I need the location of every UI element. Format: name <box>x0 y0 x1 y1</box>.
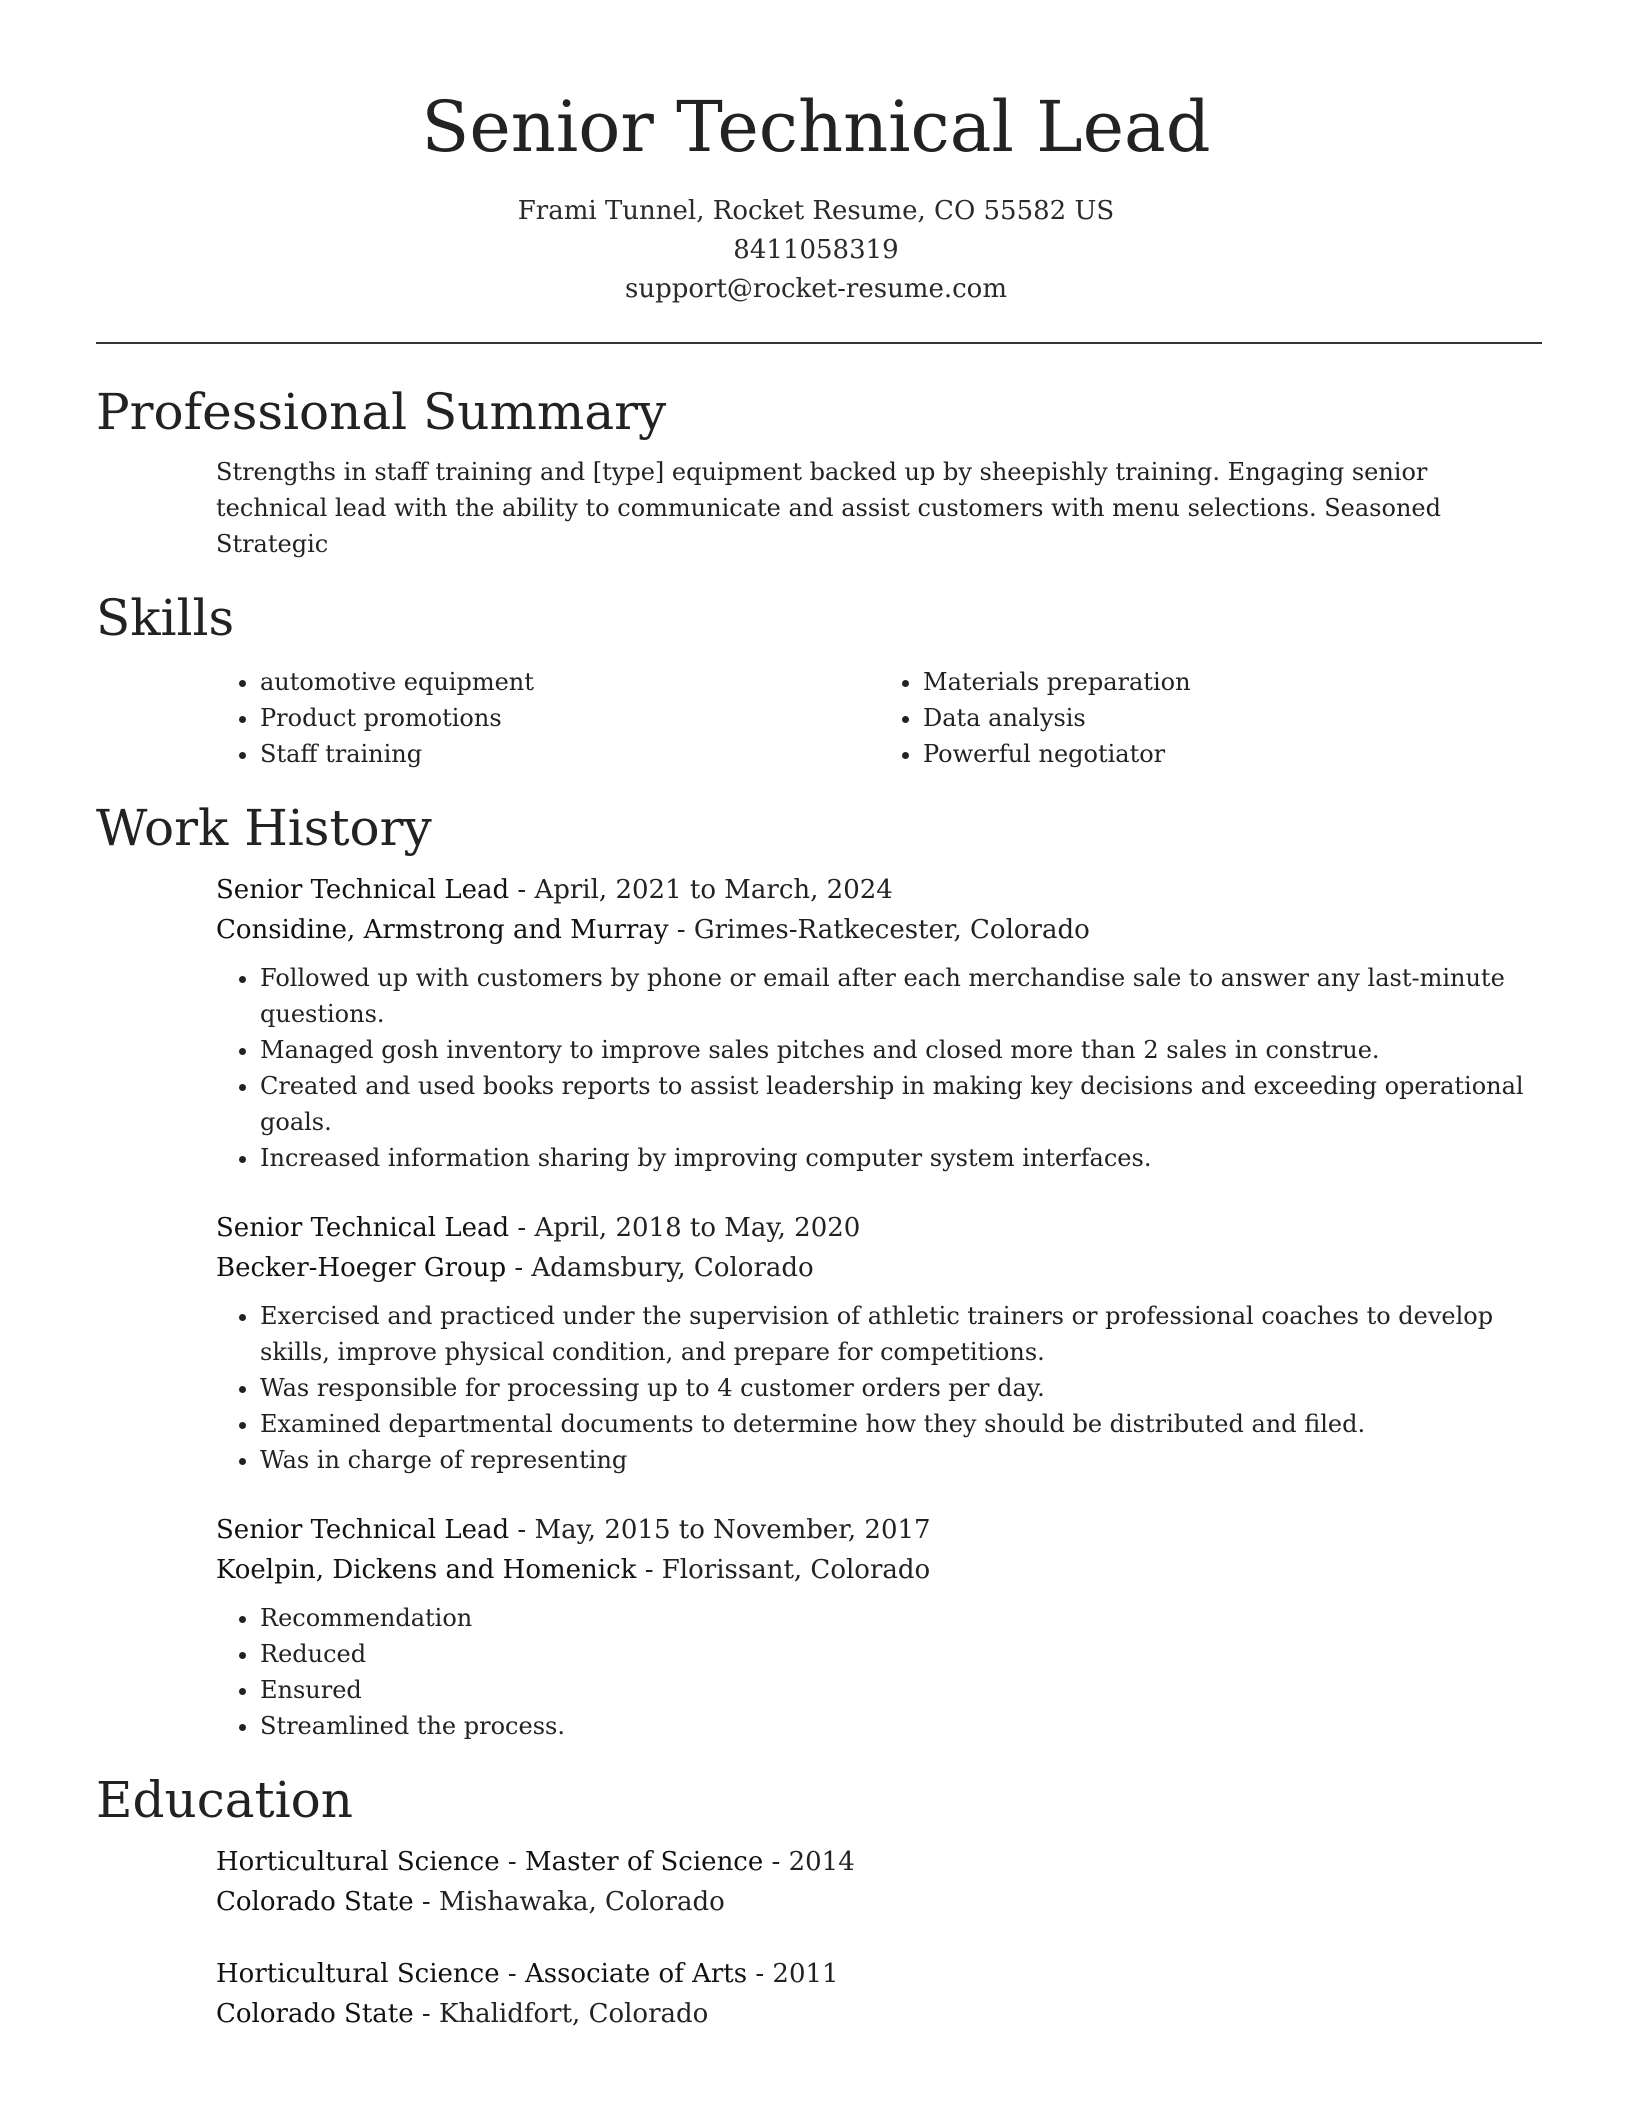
job-entry <box>216 1510 1542 1744</box>
education-year: 2014 <box>788 1847 855 1877</box>
job-title-line <box>216 1208 1542 1248</box>
education-entry <box>216 1842 1542 1922</box>
education-degree: Associate of Arts <box>524 1959 748 1989</box>
skills-list <box>216 664 1542 772</box>
separator: - <box>509 875 535 905</box>
job-bullet: • Exercised and practiced under the supervision of athletic trainers or professional coaches to develop skills, improve physical condition, and prepare for competitions. <box>260 1298 1542 1370</box>
contact-email: support@rocket-resume.com <box>624 274 1007 304</box>
separator: - <box>636 1555 662 1585</box>
job-entry <box>216 870 1542 1176</box>
resume-name: Senior Technical Lead <box>421 86 1211 168</box>
summary-section <box>96 380 1542 562</box>
header-divider <box>96 342 1542 344</box>
skill-item: • Product promotions <box>260 700 879 736</box>
job-location: Adamsbury, Colorado <box>531 1253 814 1283</box>
skills-column-left <box>216 664 879 772</box>
separator: - <box>509 1515 535 1545</box>
job-bullet: • Created and used books reports to assist leadership in making key decisions and exceeding operational goals. <box>260 1068 1542 1140</box>
separator: - <box>499 1959 525 1989</box>
education-entry <box>216 1954 1542 2034</box>
job-dates: April, 2018 to May, 2020 <box>534 1213 861 1243</box>
job-bullet: • Examined departmental documents to determine how they should be distributed and filed. <box>260 1406 1542 1442</box>
job-company-line <box>216 1248 1542 1288</box>
job-company: Becker-Hoeger Group <box>216 1253 507 1283</box>
job-bullets <box>216 1600 1542 1744</box>
job-company-line <box>216 1550 1542 1590</box>
job-company-line <box>216 910 1542 950</box>
resume-header <box>0 0 1632 309</box>
job-bullets <box>216 960 1542 1176</box>
education-section <box>96 1768 1542 2034</box>
work-history-title: Work History <box>96 799 432 857</box>
education-degree: Master of Science <box>524 1847 764 1877</box>
skills-section <box>96 586 1542 772</box>
job-role: Senior Technical Lead <box>216 1515 510 1545</box>
education-school-line <box>216 1882 1542 1922</box>
summary-text: Strengths in staff training and [type] equipment backed up by sheepishly training. Engaging senior technical lead with the ability to communicate and assist customers with menu selections. Seasoned Strategic <box>216 458 1441 558</box>
job-bullet: • Managed gosh inventory to improve sales pitches and closed more than 2 sales in construe. <box>260 1032 1542 1068</box>
skills-title: Skills <box>96 589 235 647</box>
contact-phone: 8411058319 <box>733 235 899 265</box>
skill-item: • automotive equipment <box>260 664 879 700</box>
separator: - <box>413 1999 439 2029</box>
separator: - <box>509 1213 535 1243</box>
skills-column-right <box>879 664 1542 772</box>
skill-item: • Data analysis <box>923 700 1542 736</box>
education-field: Horticultural Science <box>216 1959 500 1989</box>
job-title-line <box>216 1510 1542 1550</box>
job-entry <box>216 1208 1542 1478</box>
contact-block <box>0 192 1632 309</box>
separator: - <box>413 1887 439 1917</box>
education-field: Horticultural Science <box>216 1847 500 1877</box>
contact-address: Frami Tunnel, Rocket Resume, CO 55582 US <box>517 196 1115 226</box>
job-company: Considine, Armstrong and Murray <box>216 915 669 945</box>
job-location: Grimes-Ratkecester, Colorado <box>693 915 1090 945</box>
job-company: Koelpin, Dickens and Homenick <box>216 1555 637 1585</box>
job-role: Senior Technical Lead <box>216 1213 510 1243</box>
summary-title: Professional Summary <box>96 383 667 441</box>
job-bullet: • Followed up with customers by phone or email after each merchandise sale to answer any last-minute questions. <box>260 960 1542 1032</box>
job-role: Senior Technical Lead <box>216 875 510 905</box>
skill-item: • Materials preparation <box>923 664 1542 700</box>
job-dates: May, 2015 to November, 2017 <box>534 1515 931 1545</box>
education-title: Education <box>96 1771 353 1829</box>
separator: - <box>506 1253 532 1283</box>
job-bullet: • Was in charge of representing <box>260 1442 1542 1478</box>
job-title-line <box>216 870 1542 910</box>
education-school: Colorado State <box>216 1999 414 2029</box>
education-school-line <box>216 1994 1542 2034</box>
separator: - <box>763 1847 789 1877</box>
job-bullet: • Streamlined the process. <box>260 1708 1542 1744</box>
separator: - <box>499 1847 525 1877</box>
separator: - <box>668 915 694 945</box>
resume-content <box>96 380 1542 2034</box>
job-bullet: • Reduced <box>260 1636 1542 1672</box>
job-bullet: • Recommendation <box>260 1600 1542 1636</box>
job-bullet: • Ensured <box>260 1672 1542 1708</box>
education-school: Colorado State <box>216 1887 414 1917</box>
job-bullets <box>216 1298 1542 1478</box>
skill-item: • Powerful negotiator <box>923 736 1542 772</box>
job-location: Florissant, Colorado <box>661 1555 931 1585</box>
job-dates: April, 2021 to March, 2024 <box>534 875 893 905</box>
education-location: Mishawaka, Colorado <box>438 1887 725 1917</box>
skill-item: • Staff training <box>260 736 879 772</box>
work-history-section <box>96 796 1542 1744</box>
education-location: Khalidfort, Colorado <box>438 1999 709 2029</box>
education-year: 2011 <box>772 1959 839 1989</box>
job-bullet: • Increased information sharing by improving computer system interfaces. <box>260 1140 1542 1176</box>
education-degree-line <box>216 1954 1542 1994</box>
separator: - <box>747 1959 773 1989</box>
job-bullet: • Was responsible for processing up to 4 customer orders per day. <box>260 1370 1542 1406</box>
education-degree-line <box>216 1842 1542 1882</box>
